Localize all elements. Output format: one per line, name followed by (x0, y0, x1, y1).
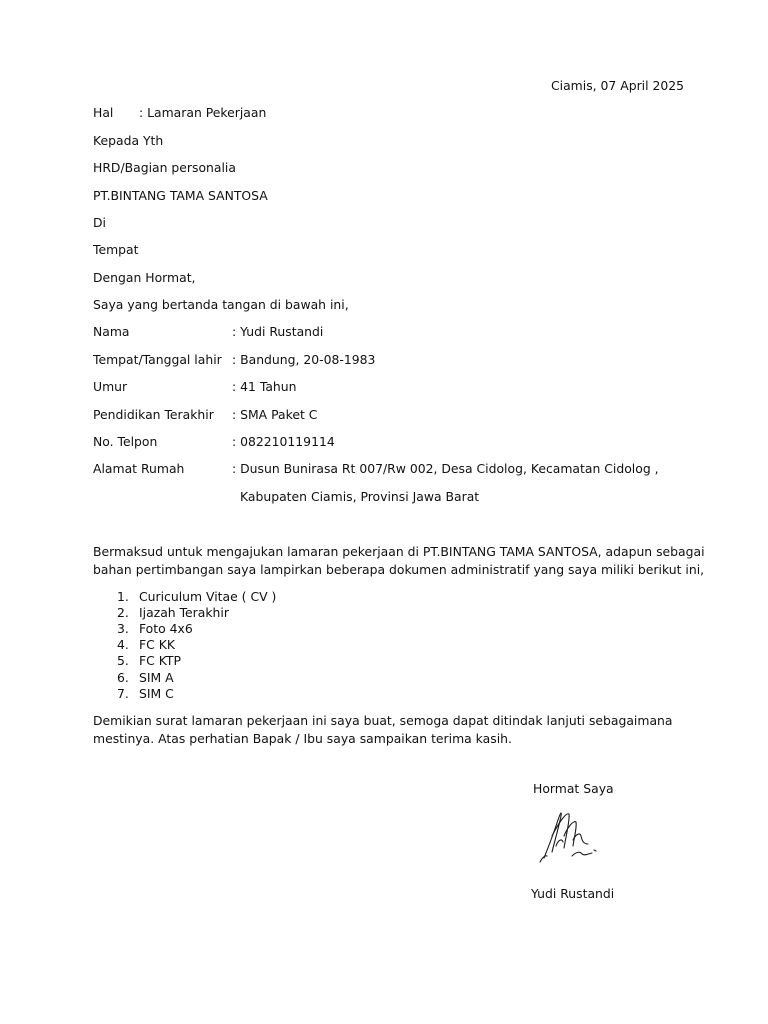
field-label-age: Umur (93, 379, 128, 394)
list-number: 4. (117, 637, 129, 652)
place-date: Ciamis, 07 April 2025 (551, 78, 685, 93)
subject-value: : Lamaran Pekerjaan (139, 105, 267, 120)
signature (536, 806, 606, 864)
signoff: Hormat Saya (533, 781, 614, 796)
list-text: SIM C (139, 686, 174, 701)
field-label-birth: Tempat/Tanggal lahir (93, 352, 222, 367)
list-number: 7. (117, 686, 129, 701)
field-value-address: : Dusun Bunirasa Rt 007/Rw 002, Desa Cidolog, Kecamatan Cidolog , (232, 461, 659, 476)
list-item (117, 589, 276, 605)
recipient-line: HRD/Bagian personalia (93, 160, 236, 175)
field-value-name: : Yudi Rustandi (232, 324, 324, 339)
list-number: 5. (117, 653, 129, 668)
list-text: Foto 4x6 (139, 621, 193, 636)
list-text: FC KTP (139, 653, 181, 668)
body-line: Bermaksud untuk mengajukan lamaran pekerjaan di PT.BINTANG TAMA SANTOSA, adapun sebagai (93, 544, 705, 559)
field-value-education: : SMA Paket C (232, 407, 318, 422)
list-item (117, 621, 193, 637)
list-number: 1. (117, 589, 129, 604)
subject-label: Hal (93, 105, 114, 120)
field-value-age: : 41 Tahun (232, 379, 297, 394)
signer-name: Yudi Rustandi (531, 886, 615, 901)
greeting: Dengan Hormat, (93, 270, 196, 285)
list-text: Ijazah Terakhir (139, 605, 229, 620)
field-value-phone: : 082210119114 (232, 434, 335, 449)
closing-line: mestinya. Atas perhatian Bapak / Ibu saya sampaikan terima kasih. (93, 731, 512, 746)
field-label-education: Pendidikan Terakhir (93, 407, 214, 422)
recipient-line: Kepada Yth (93, 133, 164, 148)
intro-line: Saya yang bertanda tangan di bawah ini, (93, 297, 349, 312)
list-item (117, 653, 181, 669)
list-text: SIM A (139, 670, 174, 685)
list-item (117, 670, 174, 686)
field-label-name: Nama (93, 324, 130, 339)
list-number: 3. (117, 621, 129, 636)
recipient-line: Di (93, 215, 106, 230)
field-value-birth: : Bandung, 20-08-1983 (232, 352, 376, 367)
list-number: 6. (117, 670, 129, 685)
address-continuation: Kabupaten Ciamis, Provinsi Jawa Barat (240, 489, 480, 504)
list-item (117, 686, 174, 702)
body-line: bahan pertimbangan saya lampirkan beberapa dokumen administratif yang saya miliki berikut ini, (93, 562, 705, 577)
list-item (117, 637, 175, 653)
closing-line: Demikian surat lamaran pekerjaan ini saya buat, semoga dapat ditindak lanjuti sebagaimana (93, 713, 673, 728)
recipient-line: Tempat (93, 242, 139, 257)
list-number: 2. (117, 605, 129, 620)
field-label-phone: No. Telpon (93, 434, 158, 449)
field-label-address: Alamat Rumah (93, 461, 185, 476)
recipient-company: PT.BINTANG TAMA SANTOSA (93, 188, 268, 203)
list-text: Curiculum Vitae ( CV ) (139, 589, 277, 604)
list-item (117, 605, 229, 621)
list-text: FC KK (139, 637, 175, 652)
